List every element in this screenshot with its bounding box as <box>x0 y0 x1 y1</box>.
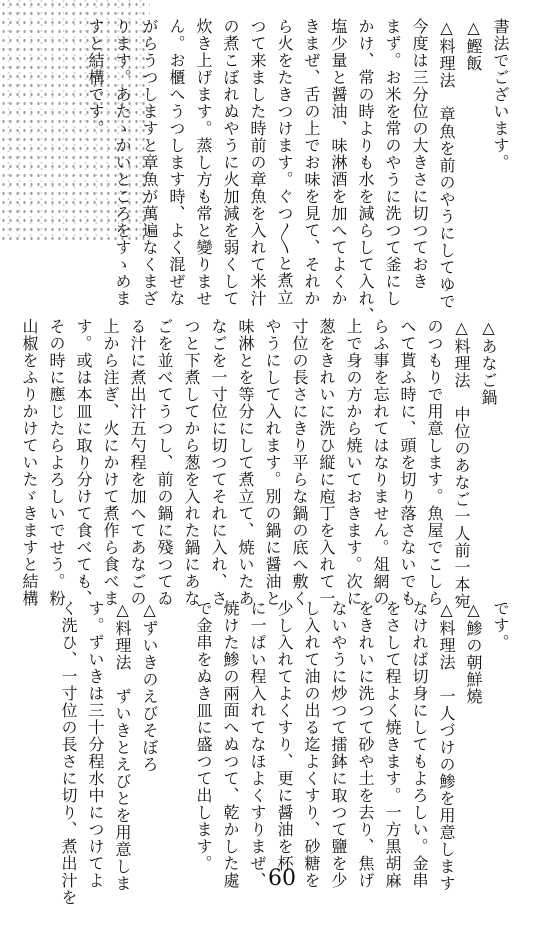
text-line: 上で身の方から焼いておきます。次に <box>344 318 363 607</box>
text-line: 山椒をふりかけていたゞきますと結構 <box>20 318 39 607</box>
text-line: △あなご鍋 <box>479 318 498 406</box>
text-line: △料理法 ずいきとえびとを用意しま <box>113 600 132 892</box>
text-line: △料理法 一人づけの鯵を用意します <box>437 600 456 892</box>
text-line: つと下煮してから葱を入れた鍋にあな <box>182 318 201 607</box>
text-line: 葱をきれいに洗ひ縦に庖丁を入れて一 <box>317 318 336 607</box>
text-line: に一ぱい程入れてなほよくすりまぜ、 <box>248 600 267 889</box>
text-line: す。ずいきは三十分程水中につけてよ <box>86 600 105 889</box>
text-line: く洗ひ、一寸位の長さに切り、煮出汁を <box>59 600 78 906</box>
text-block-top <box>82 18 514 324</box>
text-line: の煮こぼれぬやうに火加減を弱くして <box>221 18 240 307</box>
text-line: 味淋とを等分にして煮立て、焼いたあ <box>236 318 255 607</box>
text-line: 少し入れてよくすり、更に醤油を杯 <box>275 600 294 872</box>
text-line: △ずいきのえびそぼろ <box>140 600 159 773</box>
text-line: 今度は三分位の大きさに切つておき <box>410 18 429 290</box>
text-line: △鰹飯 <box>464 18 483 72</box>
text-line: で金串をぬき皿に盛つて出します。 <box>194 600 213 872</box>
text-block-middle <box>16 318 502 610</box>
text-line: 焼けた鯵の兩面へぬつて、乾かした處 <box>221 600 240 889</box>
text-line: ないやうに炒つて擂鉢に取つて鹽を少 <box>329 600 348 889</box>
text-line: ります。あたゝかいところをすゝめま <box>113 18 132 307</box>
text-line: へて貰ふ時に、頭を切り落さないでも <box>398 318 417 607</box>
text-line: ん。お櫃へうつします時、よく混ぜな <box>167 18 186 307</box>
text-line: 書法でございます。 <box>491 18 510 171</box>
text-line: なければ切身にしてもよろしい。金串 <box>410 600 429 889</box>
text-line: る汁に煮出汁五勺程を加へてあなごの <box>128 318 147 607</box>
text-line: △料理法 中位のあなご一人前一本宛 <box>452 318 471 610</box>
text-line: なごを一寸位に切つてそれに入れ、さ <box>209 318 228 607</box>
text-line: です。 <box>491 600 510 651</box>
text-line: 塩少量と醤油、味淋酒を加へてよくか <box>329 18 348 307</box>
text-line: をさして程よく焼きます。一方黒胡麻 <box>383 600 402 889</box>
text-line: ら火をたきつけます。ぐつ〳〵と煮立 <box>275 18 294 306</box>
text-line: をきれいに洗つて砂や土を去り、焦げ <box>356 600 375 889</box>
text-line: すと結構です。 <box>86 18 105 137</box>
text-line: らふ事を忘れてはなりません。俎網の <box>371 318 390 607</box>
text-line: かけ、常の時よりも水を減らして入れ、 <box>356 18 375 324</box>
text-line: まず。お米を常のやうに洗つて釜にし <box>383 18 402 307</box>
text-line: つて来ました時前の章魚を入れて米汁 <box>248 18 267 307</box>
text-line: その時に應じたらよろしいでせう。粉 <box>47 318 66 607</box>
text-line: す。或は本皿に取り分けて食べても、 <box>74 318 93 607</box>
text-line: △鯵の朝鮮燒 <box>464 600 483 705</box>
text-line: やうにして入れます。別の鍋に醤油と <box>263 318 282 607</box>
text-line: し入れて油の出る迄よくすり、砂糖を <box>302 600 321 889</box>
text-line: がらうつしますと章魚が萬遍なくまざ <box>140 18 159 307</box>
page-number: 60 <box>268 866 296 891</box>
text-block-bottom <box>55 600 514 906</box>
text-line: 上から注ぎ、火にかけて煮作ら食べま <box>101 318 120 607</box>
text-line: △料理法 章魚を前のやうにしてゆで <box>437 18 456 310</box>
text-line: きまぜ、舌の上でお味を見て、それか <box>302 18 321 307</box>
text-line: 炊き上げます。蒸し方も常と變りませ <box>194 18 213 307</box>
text-line: のつもりで用意します。魚屋でこしら <box>425 318 444 607</box>
text-line: 寸位の長さにきり平らな鍋の底へ敷く <box>290 318 309 607</box>
text-line: ごを並べてうつし、前の鍋に殘つてゐ <box>155 318 174 607</box>
